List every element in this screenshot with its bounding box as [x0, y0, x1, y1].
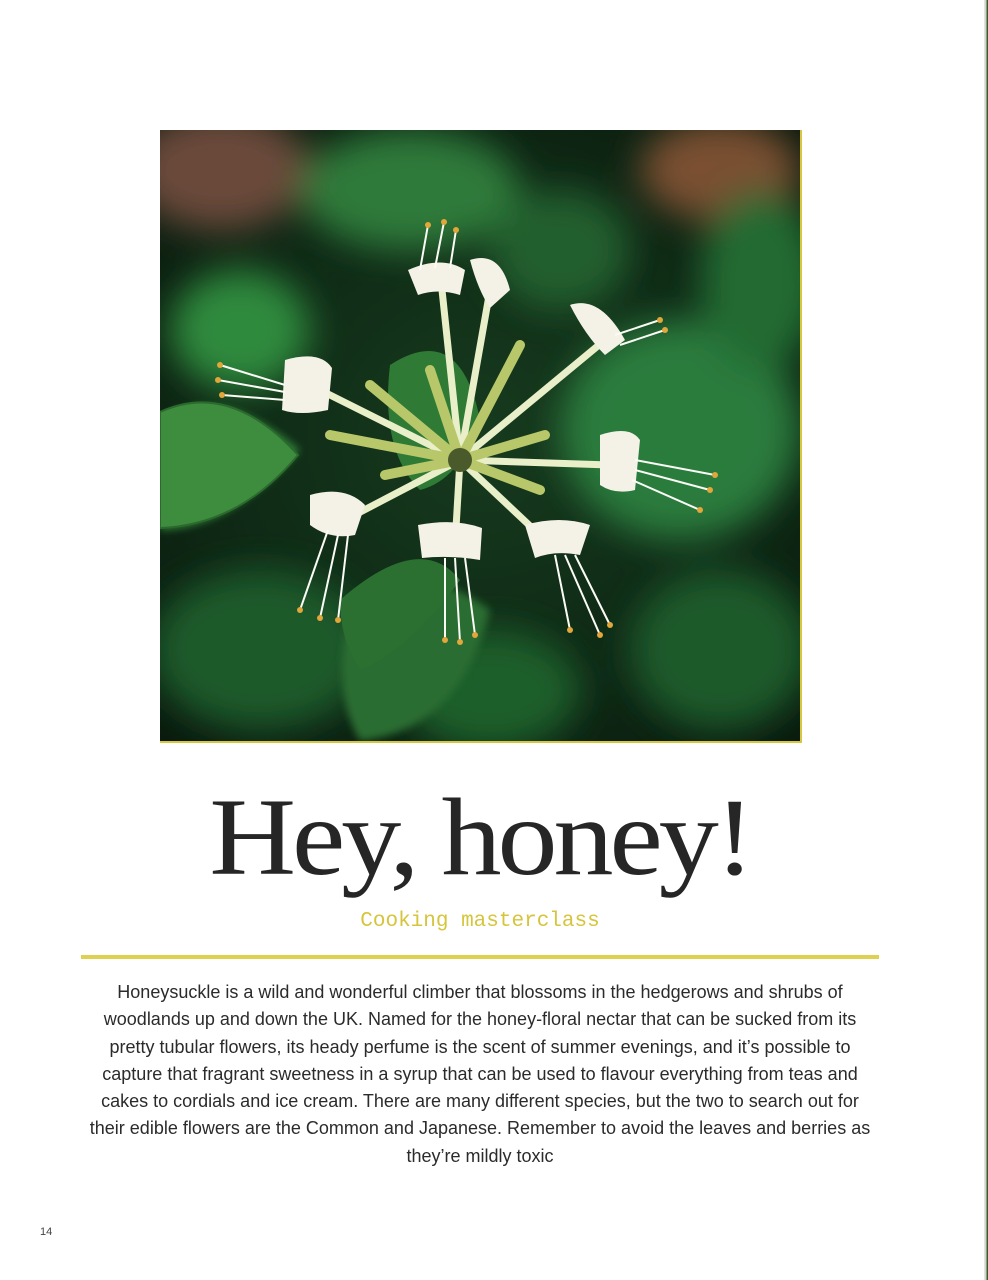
honeysuckle-photo [160, 130, 800, 741]
intro-paragraph: Honeysuckle is a wild and wonderful climber that blossoms in the hedgerows and shrubs of woodlands up and down the UK. Named for the honey-floral nectar that can be sucked from its pretty tubular flowers, its heady perfume is the scent of summer evenings, and it’s possible to capture that fragrant sweetness in a syrup that can be used to flavour everything from teas and cakes to cordials and ice cream. There are many different species, but the two to search out for their edible flowers are the Common and Japanese. Remember to avoid the leaves and berries as they’re mildly toxic [89, 982, 871, 1166]
page-edge-decoration [976, 0, 988, 1280]
photo-frame [160, 130, 802, 743]
article-title: Hey, honey! [209, 775, 751, 899]
article-subtitle: Cooking masterclass [360, 910, 600, 933]
page-number: 14 [40, 1226, 53, 1238]
title-divider [81, 955, 879, 959]
